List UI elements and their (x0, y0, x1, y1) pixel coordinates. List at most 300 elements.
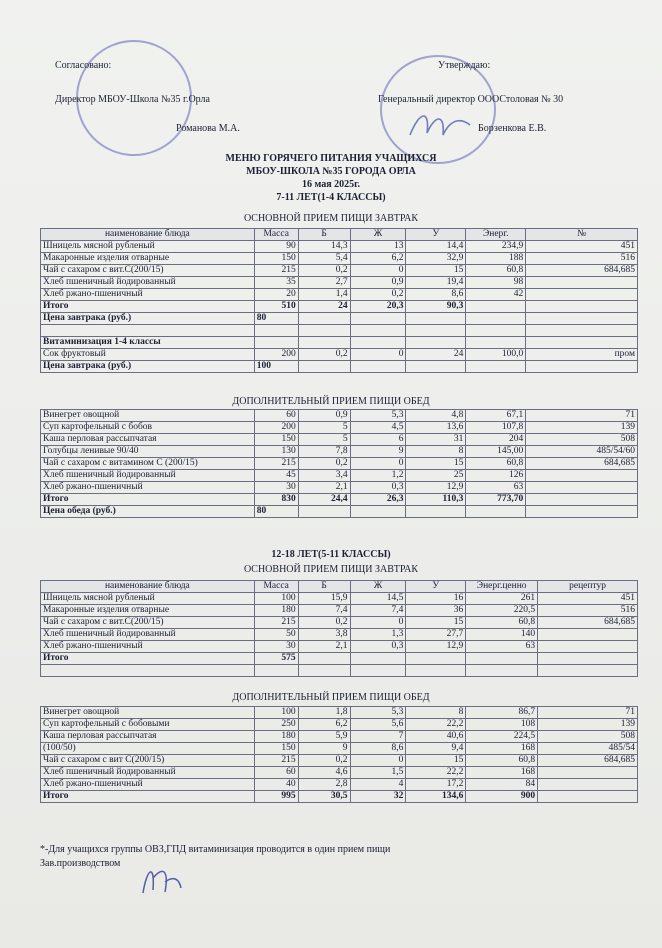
table-row (41, 731, 638, 743)
table-cell: 100,0 (466, 349, 526, 361)
table-cell: 5,3 (350, 707, 406, 719)
table-cell: 200 (254, 349, 298, 361)
group1-lunch-table (40, 409, 638, 518)
school-title: МБОУ-ШКОЛА №35 ГОРОДА ОРЛА (246, 166, 416, 177)
table-header-cell: Б (298, 229, 350, 241)
price-value: 100 (254, 361, 298, 373)
group2-title: 12-18 ЛЕТ(5-11 КЛАССЫ) (271, 549, 391, 560)
table-cell: Чай с сахаром с вит С(200/15) (41, 755, 255, 767)
table-cell: Хлеб ржано-пшеничный (41, 779, 255, 791)
price-row (41, 337, 638, 349)
table-cell (298, 653, 350, 665)
table-cell: 575 (254, 653, 298, 665)
price-label: Цена обеда (руб.) (41, 506, 255, 518)
table-cell: 35 (254, 277, 298, 289)
table-cell: 19,4 (406, 277, 466, 289)
group1-title: 7-11 ЛЕТ(1-4 КЛАССЫ) (276, 192, 386, 203)
table-cell (298, 337, 350, 349)
table-cell: Итого (41, 791, 255, 803)
table-cell (538, 779, 638, 791)
table-cell: 134,6 (406, 791, 466, 803)
table-cell: 215 (254, 458, 298, 470)
table-row (41, 605, 638, 617)
table-cell: 14,5 (350, 593, 406, 605)
table-row (41, 494, 638, 506)
table-cell: 139 (538, 719, 638, 731)
table-header-cell: наименование блюда (41, 229, 255, 241)
table-cell: 0 (350, 265, 406, 277)
table-cell: 773,70 (466, 494, 526, 506)
group1-breakfast-title: ОСНОВНОЙ ПРИЕМ ПИЩИ ЗАВТРАК (243, 213, 419, 224)
table-row (41, 641, 638, 653)
table-cell: 0 (350, 458, 406, 470)
table-row (41, 446, 638, 458)
table-cell (466, 301, 526, 313)
table-row (41, 434, 638, 446)
table-cell (526, 301, 638, 313)
table-cell: Винегрет овощной (41, 707, 255, 719)
table-cell (406, 361, 466, 373)
table-cell (526, 313, 638, 325)
table-cell: 126 (466, 470, 526, 482)
table-cell: 15 (406, 265, 466, 277)
group2-breakfast-table (40, 580, 638, 677)
table-cell: 234,9 (466, 241, 526, 253)
price-row (41, 506, 638, 518)
table-header-row (41, 581, 638, 593)
table-cell: Суп картофельный с бобовыми (41, 719, 255, 731)
table-cell: 100 (254, 707, 298, 719)
table-cell: 27,7 (406, 629, 466, 641)
table-row (41, 265, 638, 277)
table-cell: 0 (350, 617, 406, 629)
name-left: Романова М.А. (176, 123, 240, 134)
table-cell: 0,3 (350, 641, 406, 653)
table-cell: 1,2 (350, 470, 406, 482)
price-value: 80 (254, 506, 298, 518)
table-cell: 13 (350, 241, 406, 253)
table-cell: 0,2 (298, 617, 350, 629)
table-cell: Макаронные изделия отварные (41, 605, 255, 617)
table-cell: Суп картофельный с бобов (41, 422, 255, 434)
table-cell: Итого (41, 653, 255, 665)
table-cell: 140 (466, 629, 538, 641)
table-cell (254, 665, 298, 677)
table-cell: 14,4 (406, 241, 466, 253)
table-cell: 4,8 (406, 410, 466, 422)
table-cell: 7 (350, 731, 406, 743)
table-cell: 71 (538, 707, 638, 719)
table-header-cell: Б (298, 581, 350, 593)
table-header-cell: Ж (350, 581, 406, 593)
table-cell: 1,4 (298, 289, 350, 301)
table-cell: 684,685 (526, 458, 638, 470)
table-cell: 67,1 (466, 410, 526, 422)
price-label: Витаминизация 1-4 классы (41, 337, 255, 349)
table-cell: 0,2 (298, 458, 350, 470)
table-cell: 516 (538, 605, 638, 617)
table-cell: 14,3 (298, 241, 350, 253)
group2-breakfast-title: ОСНОВНОЙ ПРИЕМ ПИЩИ ЗАВТРАК (243, 564, 419, 575)
table-cell: 1,5 (350, 767, 406, 779)
table-cell (526, 277, 638, 289)
table-row (41, 629, 638, 641)
group1-lunch-title: ДОПОЛНИТЕЛЬНЫЙ ПРИЕМ ПИЩИ ОБЕД (232, 396, 430, 407)
signature-footer-icon (135, 858, 185, 898)
table-row (41, 767, 638, 779)
table-cell: 0,2 (298, 265, 350, 277)
group2-lunch-title: ДОПОЛНИТЕЛЬНЫЙ ПРИЕМ ПИЩИ ОБЕД (232, 692, 430, 703)
table-cell: 684,685 (538, 617, 638, 629)
signature-right-icon (405, 105, 475, 145)
table-cell (350, 361, 406, 373)
director-right: Генеральный директор ОООСтоловая № 30 (378, 94, 564, 105)
table-cell: 508 (538, 731, 638, 743)
table-cell: 31 (406, 434, 466, 446)
price-label: Цена завтрака (руб.) (41, 313, 255, 325)
table-cell: 7,8 (298, 446, 350, 458)
table-cell: 4,6 (298, 767, 350, 779)
table-cell: 30 (254, 641, 298, 653)
table-cell: 8 (406, 446, 466, 458)
table-header-cell: № (526, 229, 638, 241)
table-cell (538, 665, 638, 677)
table-row (41, 241, 638, 253)
table-row (41, 253, 638, 265)
table-row (41, 410, 638, 422)
table-cell (350, 325, 406, 337)
table-cell: 50 (254, 629, 298, 641)
table-cell (526, 470, 638, 482)
table-cell: 8,6 (406, 289, 466, 301)
table-cell: 20 (254, 289, 298, 301)
table-cell: 168 (466, 767, 538, 779)
footer-note: *-Для учащихся группы ОВЗ,ГПД витаминизация проводится в один прием пищи (40, 844, 391, 855)
table-cell: Итого (41, 494, 255, 506)
table-cell: 5 (298, 434, 350, 446)
table-row (41, 277, 638, 289)
table-cell: 42 (466, 289, 526, 301)
table-cell: 900 (466, 791, 538, 803)
table-header-cell: Энерг.ценно (466, 581, 538, 593)
price-label: Цена завтрака (руб.) (41, 361, 255, 373)
table-cell (350, 665, 406, 677)
table-cell: 684,685 (526, 265, 638, 277)
table-cell: Голубцы ленивые 90/40 (41, 446, 255, 458)
table-cell: 6 (350, 434, 406, 446)
table-cell: 13,6 (406, 422, 466, 434)
table-header-cell: рецептур (538, 581, 638, 593)
table-cell (466, 325, 526, 337)
table-cell: 9 (298, 743, 350, 755)
table-cell: 22,2 (406, 719, 466, 731)
table-cell (466, 361, 526, 373)
price-row (41, 313, 638, 325)
table-cell: Хлеб ржано-пшеничный (41, 641, 255, 653)
table-cell: Сок фруктовый (41, 349, 255, 361)
table-cell: 2,1 (298, 482, 350, 494)
table-cell: 16 (406, 593, 466, 605)
table-cell: 130 (254, 446, 298, 458)
table-cell: 516 (526, 253, 638, 265)
table-cell: Хлеб пшеничный йодированный (41, 470, 255, 482)
table-cell: 20,3 (350, 301, 406, 313)
table-cell: 8,6 (350, 743, 406, 755)
table-cell: пром (526, 349, 638, 361)
table-cell: 32,9 (406, 253, 466, 265)
table-cell: 451 (526, 241, 638, 253)
table-cell: 215 (254, 265, 298, 277)
table-cell: 32 (350, 791, 406, 803)
table-cell (466, 506, 526, 518)
table-cell (298, 506, 350, 518)
table-row (41, 719, 638, 731)
table-cell (526, 325, 638, 337)
table-cell: 71 (526, 410, 638, 422)
table-cell: 15 (406, 755, 466, 767)
table-cell: 4 (350, 779, 406, 791)
group2-lunch-table (40, 706, 638, 803)
table-cell (526, 494, 638, 506)
table-cell: 30 (254, 482, 298, 494)
table-cell: Шницель мясной рубленый (41, 241, 255, 253)
table-cell (526, 361, 638, 373)
table-cell: 60,8 (466, 265, 526, 277)
table-cell: 145,00 (466, 446, 526, 458)
agree-right: Утверждаю: (438, 60, 491, 71)
table-cell: 63 (466, 641, 538, 653)
table-cell: Хлеб пшеничный йодированный (41, 629, 255, 641)
table-cell: 2,1 (298, 641, 350, 653)
table-header-row (41, 229, 638, 241)
table-cell: 7,4 (298, 605, 350, 617)
table-cell: 2,8 (298, 779, 350, 791)
table-cell: 0,9 (298, 410, 350, 422)
table-cell: 3,8 (298, 629, 350, 641)
table-cell: 150 (254, 743, 298, 755)
table-cell: 204 (466, 434, 526, 446)
table-cell: 180 (254, 605, 298, 617)
table-row (41, 289, 638, 301)
table-cell: 6,2 (298, 719, 350, 731)
table-cell: 5,3 (350, 410, 406, 422)
table-cell: 250 (254, 719, 298, 731)
table-cell: 0,3 (350, 482, 406, 494)
director-left: Директор МБОУ-Школа №35 г.Орла (55, 94, 210, 105)
table-cell: Чай с сахаром с вит.С(200/15) (41, 265, 255, 277)
table-cell: 150 (254, 434, 298, 446)
table-cell: 86,7 (466, 707, 538, 719)
table-row (41, 470, 638, 482)
table-cell: 2,7 (298, 277, 350, 289)
table-cell: 22,2 (406, 767, 466, 779)
table-cell: 60 (254, 767, 298, 779)
doc-title: МЕНЮ ГОРЯЧЕГО ПИТАНИЯ УЧАЩИХСЯ (225, 153, 437, 164)
table-header-cell: Ж (350, 229, 406, 241)
table-cell: 108 (466, 719, 538, 731)
table-cell: 215 (254, 755, 298, 767)
table-cell: 40,6 (406, 731, 466, 743)
table-cell (298, 665, 350, 677)
table-cell: 24 (406, 349, 466, 361)
table-cell: 90 (254, 241, 298, 253)
table-cell (538, 767, 638, 779)
table-cell (298, 361, 350, 373)
table-cell: 60,8 (466, 617, 538, 629)
table-cell: 60 (254, 410, 298, 422)
table-cell: 60,8 (466, 755, 538, 767)
table-cell: 0,2 (298, 349, 350, 361)
table-cell: 9 (350, 446, 406, 458)
table-cell: 0,2 (298, 755, 350, 767)
table-cell (350, 337, 406, 349)
table-cell (466, 313, 526, 325)
table-row (41, 755, 638, 767)
table-cell: Чай с сахаром с вит.С(200/15) (41, 617, 255, 629)
table-cell: 139 (526, 422, 638, 434)
table-cell: 684,685 (538, 755, 638, 767)
agree-left: Согласовано: (55, 60, 112, 71)
table-cell: 7,4 (350, 605, 406, 617)
table-cell: 110,3 (406, 494, 466, 506)
table-cell (526, 506, 638, 518)
table-cell: 830 (254, 494, 298, 506)
table-cell: (100/50) (41, 743, 255, 755)
price-value (254, 337, 298, 349)
table-cell: 261 (466, 593, 538, 605)
table-row (41, 593, 638, 605)
table-cell: 9,4 (406, 743, 466, 755)
table-cell (41, 665, 255, 677)
table-cell: 100 (254, 593, 298, 605)
table-cell: Винегрет овощной (41, 410, 255, 422)
table-cell (298, 313, 350, 325)
table-cell: Каша перловая рассыпчатая (41, 434, 255, 446)
table-cell (406, 506, 466, 518)
table-cell (538, 641, 638, 653)
table-cell: 508 (526, 434, 638, 446)
table-header-cell: Масса (254, 581, 298, 593)
table-cell (350, 506, 406, 518)
table-cell: 60,8 (466, 458, 526, 470)
table-cell: 0,9 (350, 277, 406, 289)
table-row-empty (41, 665, 638, 677)
table-row (41, 482, 638, 494)
table-row (41, 458, 638, 470)
table-cell: Каша перловая рассыпчатая (41, 731, 255, 743)
table-cell: 24,4 (298, 494, 350, 506)
table-cell (526, 289, 638, 301)
table-cell: 5 (298, 422, 350, 434)
table-cell: Шницель мясной рубленый (41, 593, 255, 605)
table-cell (350, 313, 406, 325)
table-cell: 220,5 (466, 605, 538, 617)
table-cell: 180 (254, 731, 298, 743)
table-cell: 15,9 (298, 593, 350, 605)
table-cell: 5,6 (350, 719, 406, 731)
table-cell: 107,8 (466, 422, 526, 434)
table-cell: 200 (254, 422, 298, 434)
table-cell: 98 (466, 277, 526, 289)
table-cell: 6,2 (350, 253, 406, 265)
table-cell (298, 325, 350, 337)
table-cell (466, 665, 538, 677)
table-cell: 0,2 (350, 289, 406, 301)
table-header-cell: Масса (254, 229, 298, 241)
table-cell: Хлеб пшеничный йодированный (41, 767, 255, 779)
table-cell: 485/54/60 (526, 446, 638, 458)
price-value: 80 (254, 313, 298, 325)
table-cell: 40 (254, 779, 298, 791)
table-cell: 17,2 (406, 779, 466, 791)
table-cell: 215 (254, 617, 298, 629)
name-right: Борзенкова Е.В. (478, 123, 547, 134)
table-cell: 5,9 (298, 731, 350, 743)
table-cell (526, 482, 638, 494)
table-cell (406, 337, 466, 349)
table-cell: 8 (406, 707, 466, 719)
table-cell (466, 337, 526, 349)
table-cell: 30,5 (298, 791, 350, 803)
table-row (41, 779, 638, 791)
table-cell: 451 (538, 593, 638, 605)
table-cell (41, 325, 255, 337)
table-cell: 5,4 (298, 253, 350, 265)
table-cell: 168 (466, 743, 538, 755)
table-cell: 36 (406, 605, 466, 617)
table-row (41, 422, 638, 434)
table-cell (406, 325, 466, 337)
table-cell (466, 653, 538, 665)
table-cell (406, 313, 466, 325)
date-title: 16 мая 2025г. (301, 179, 361, 190)
table-cell (406, 665, 466, 677)
table-cell: 1,3 (350, 629, 406, 641)
table-cell: Хлеб ржано-пшеничный (41, 289, 255, 301)
table-cell: Чай с сахаром с витамином С (200/15) (41, 458, 255, 470)
table-row (41, 743, 638, 755)
table-cell: 3,4 (298, 470, 350, 482)
table-cell (350, 653, 406, 665)
table-cell: 26,3 (350, 494, 406, 506)
table-cell: 45 (254, 470, 298, 482)
table-header-cell: У (406, 229, 466, 241)
table-cell: 15 (406, 617, 466, 629)
table-cell (406, 653, 466, 665)
table-header-cell: наименование блюда (41, 581, 255, 593)
table-row (41, 707, 638, 719)
table-cell (538, 653, 638, 665)
table-cell: 0 (350, 349, 406, 361)
table-cell: 510 (254, 301, 298, 313)
table-cell: Макаронные изделия отварные (41, 253, 255, 265)
table-header-cell: У (406, 581, 466, 593)
table-cell (526, 337, 638, 349)
table-cell: Итого (41, 301, 255, 313)
table-cell: 90,3 (406, 301, 466, 313)
table-cell: 485/54 (538, 743, 638, 755)
table-cell: 15 (406, 458, 466, 470)
table-row-empty (41, 325, 638, 337)
table-cell: Хлеб ржано-пшеничный (41, 482, 255, 494)
table-cell (538, 629, 638, 641)
table-row (41, 653, 638, 665)
table-row (41, 617, 638, 629)
table-cell: 25 (406, 470, 466, 482)
table-cell (254, 325, 298, 337)
table-cell: 224,5 (466, 731, 538, 743)
table-cell: 4,5 (350, 422, 406, 434)
